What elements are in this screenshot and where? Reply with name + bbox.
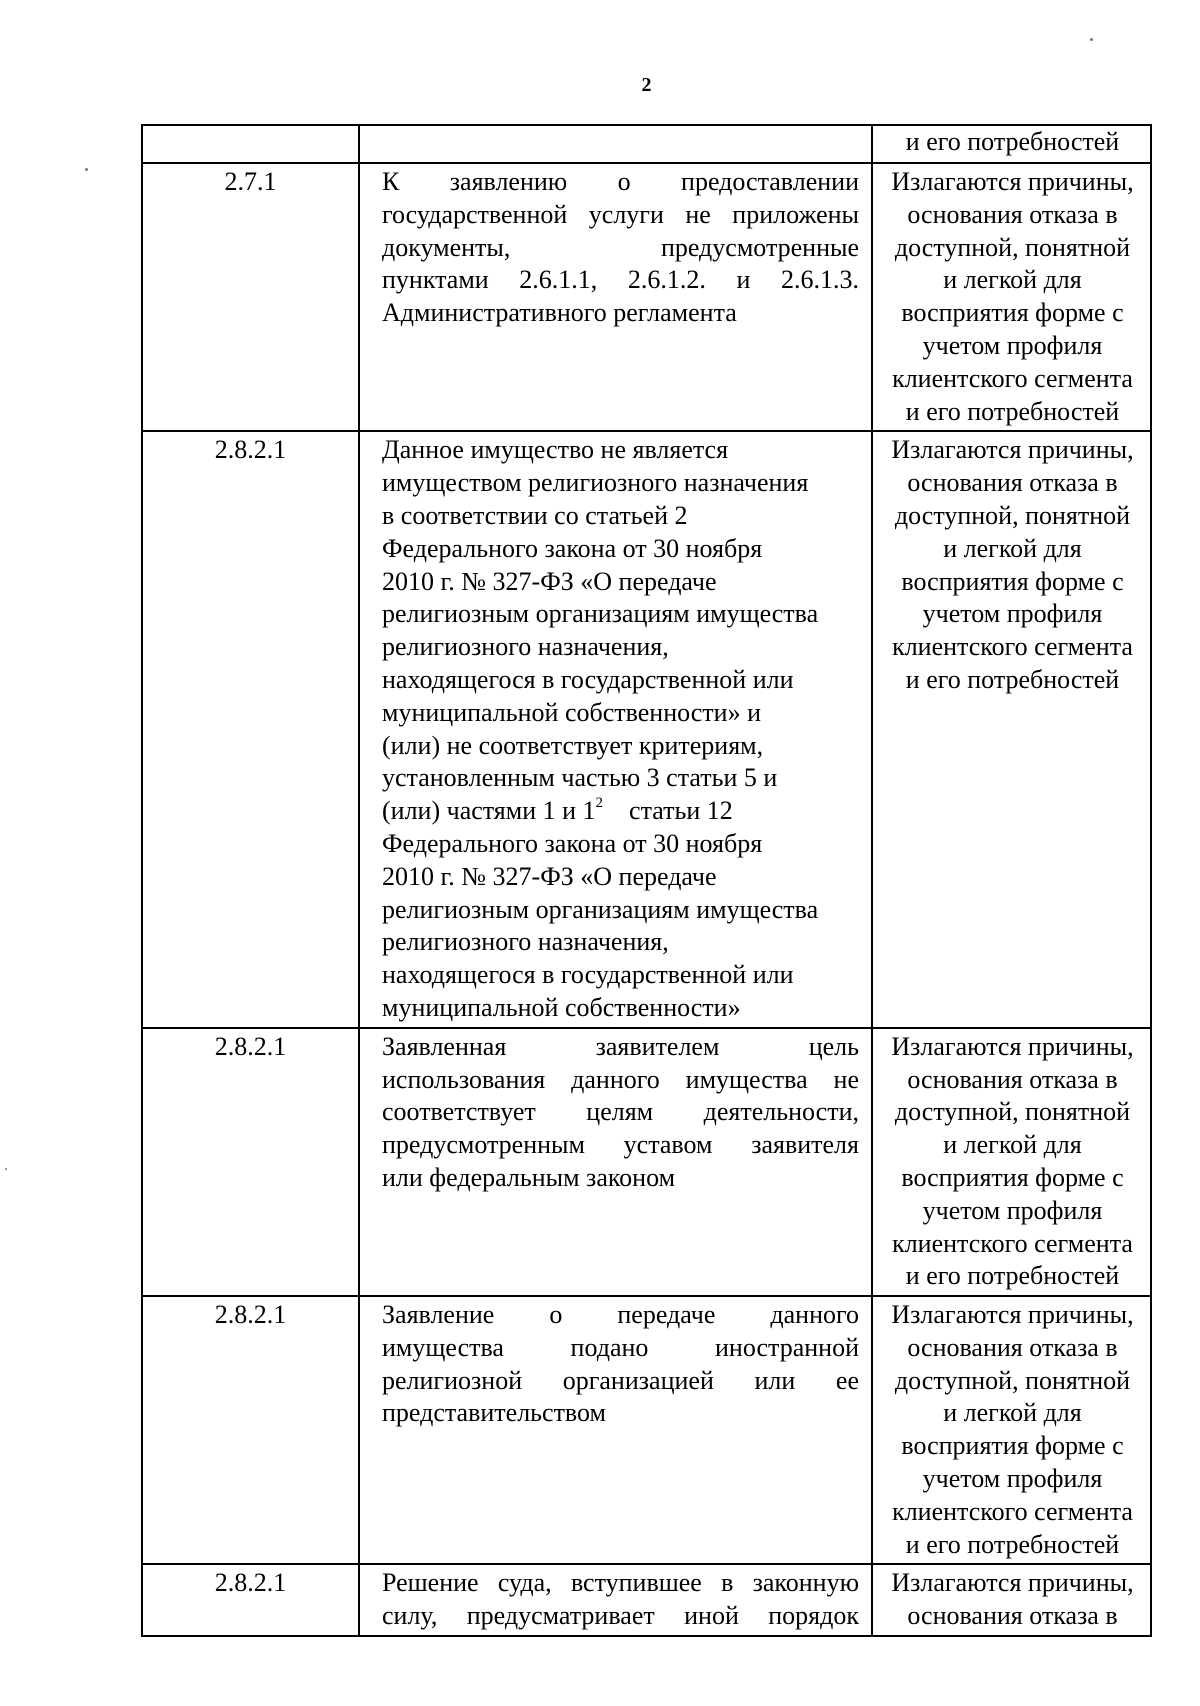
reason-line: имущества подано иностранной xyxy=(382,1332,859,1362)
page-number: 2 xyxy=(641,74,652,96)
superscript-mark: 2 xyxy=(595,795,604,812)
reason-line: использования данного имущества не xyxy=(382,1064,859,1094)
reason-line: муниципальной собственности» и xyxy=(382,697,761,727)
row-number-cell: 2.8.2.1 xyxy=(142,431,359,1027)
note-line: и его потребностей xyxy=(905,396,1120,426)
reason-line: 2010 г. № 327-ФЗ «О передаче xyxy=(382,566,717,596)
note-line: и легкой для xyxy=(943,265,1082,295)
note-cell xyxy=(872,431,1151,1027)
note-line: и его потребностей xyxy=(905,664,1120,694)
note-line: и его потребностей xyxy=(905,1529,1120,1559)
note-line: учетом профиля xyxy=(922,1195,1103,1225)
reason-cell xyxy=(359,431,872,1027)
note-line: восприятия форме с xyxy=(901,1162,1124,1192)
note-line: основания отказа в xyxy=(907,1064,1118,1094)
row-number-cell: 2.7.1 xyxy=(142,163,359,431)
reason-line: имуществом религиозного назначения xyxy=(382,468,809,498)
reason-line: находящегося в государственной или xyxy=(382,960,794,990)
note-line: основания отказа в xyxy=(907,1601,1118,1631)
reason-line: Административного регламента xyxy=(382,298,737,328)
reason-line: Заявление о передаче данного xyxy=(382,1300,859,1330)
row-number-cell: 2.8.2.1 xyxy=(142,1564,359,1636)
note-line: основания отказа в xyxy=(907,199,1118,229)
reason-line: в соответствии со статьей 2 xyxy=(382,500,688,530)
note-line: и легкой для xyxy=(943,533,1082,563)
row-number-cell xyxy=(142,125,359,163)
note-line: Излагаются причины, xyxy=(891,167,1134,196)
note-line: доступной, понятной xyxy=(894,500,1131,530)
reason-line: государственной услуги не приложены xyxy=(382,199,859,229)
reason-line-part: статьи 12 xyxy=(629,796,733,826)
note-cell xyxy=(872,1296,1151,1564)
note-line: клиентского сегмента xyxy=(892,363,1133,393)
refusal-grounds-table xyxy=(141,124,1152,1637)
reason-cell xyxy=(359,1296,872,1564)
reason-line: соответствует целям деятельности, xyxy=(382,1097,859,1127)
note-cell: и его потребностей xyxy=(872,125,1151,163)
note-line: доступной, понятной xyxy=(894,1365,1131,1395)
reason-line: (или) не соответствует критериям, xyxy=(382,730,764,760)
reason-line: предусмотренным уставом заявителя xyxy=(382,1130,859,1160)
reason-line: религиозного назначения, xyxy=(382,927,669,957)
note-cell xyxy=(872,1028,1151,1296)
reason-line: силу, предусматривает иной порядок xyxy=(382,1601,859,1631)
note-line: основания отказа в xyxy=(907,1332,1118,1362)
reason-line: религиозного назначения, xyxy=(382,632,669,662)
scan-speck xyxy=(1090,38,1093,41)
note-line: основания отказа в xyxy=(907,468,1118,498)
reason-line: представительством xyxy=(382,1398,606,1428)
table-row xyxy=(142,1028,1151,1296)
reason-line: К заявлению о предоставлении xyxy=(382,167,859,196)
note-line: и легкой для xyxy=(943,1130,1082,1160)
reason-line: находящегося в государственной или xyxy=(382,664,794,694)
note-line: и его потребностей xyxy=(905,1261,1120,1291)
reason-line: религиозным организациям имущества xyxy=(382,894,819,924)
note-line: учетом профиля xyxy=(922,1464,1103,1494)
reason-line: муниципальной собственности» xyxy=(382,992,741,1022)
note-line: клиентского сегмента xyxy=(892,632,1133,662)
reason-line: Заявленная заявителем цель xyxy=(382,1031,859,1061)
table-row xyxy=(142,1296,1151,1564)
note-line: Излагаются причины, xyxy=(891,1300,1134,1330)
note-line: восприятия форме с xyxy=(901,566,1124,596)
note-line: учетом профиля xyxy=(922,330,1103,360)
reason-line: Данное имущество не является xyxy=(382,435,729,465)
row-number-cell: 2.8.2.1 xyxy=(142,1028,359,1296)
note-cell xyxy=(872,163,1151,431)
note-line: клиентского сегмента xyxy=(892,1496,1133,1526)
note-line: учетом профиля xyxy=(922,599,1103,629)
note-line: восприятия форме с xyxy=(901,1431,1124,1461)
reason-line-part: (или) частями 1 и 1 xyxy=(382,796,596,826)
note-line: клиентского сегмента xyxy=(892,1228,1133,1258)
note-line: восприятия форме с xyxy=(901,298,1124,328)
note-line: Излагаются причины, xyxy=(891,435,1134,465)
reason-cell xyxy=(359,1028,872,1296)
scan-speck xyxy=(85,168,88,171)
table-row xyxy=(142,1564,1151,1636)
reason-cell xyxy=(359,125,872,163)
reason-line-superscript xyxy=(382,795,859,828)
scan-speck xyxy=(5,1168,7,1170)
table-row xyxy=(142,431,1151,1027)
reason-line: или федеральным законом xyxy=(382,1162,676,1192)
note-line: и легкой для xyxy=(943,1398,1082,1428)
reason-cell xyxy=(359,163,872,431)
table-row xyxy=(142,163,1151,431)
reason-line: документы, предусмотренные xyxy=(382,232,859,262)
reason-line: религиозным организациям имущества xyxy=(382,599,819,629)
table-row-continuation xyxy=(142,125,1151,163)
note-line: доступной, понятной xyxy=(894,232,1131,262)
reason-cell xyxy=(359,1564,872,1636)
row-number-cell: 2.8.2.1 xyxy=(142,1296,359,1564)
reason-line: религиозной организацией или ее xyxy=(382,1365,859,1395)
note-cell xyxy=(872,1564,1151,1636)
reason-line: Федерального закона от 30 ноября xyxy=(382,828,763,858)
reason-line: установленным частью 3 статьи 5 и xyxy=(382,763,778,793)
reason-line: пунктами 2.6.1.1, 2.6.1.2. и 2.6.1.3. xyxy=(382,265,859,295)
reason-line: 2010 г. № 327-ФЗ «О передаче xyxy=(382,861,717,891)
note-line: Излагаются причины, xyxy=(891,1568,1134,1598)
note-line: Излагаются причины, xyxy=(891,1031,1134,1061)
note-line: доступной, понятной xyxy=(894,1097,1131,1127)
reason-line: Федерального закона от 30 ноября xyxy=(382,533,763,563)
reason-line: Решение суда, вступившее в законную xyxy=(382,1568,859,1598)
